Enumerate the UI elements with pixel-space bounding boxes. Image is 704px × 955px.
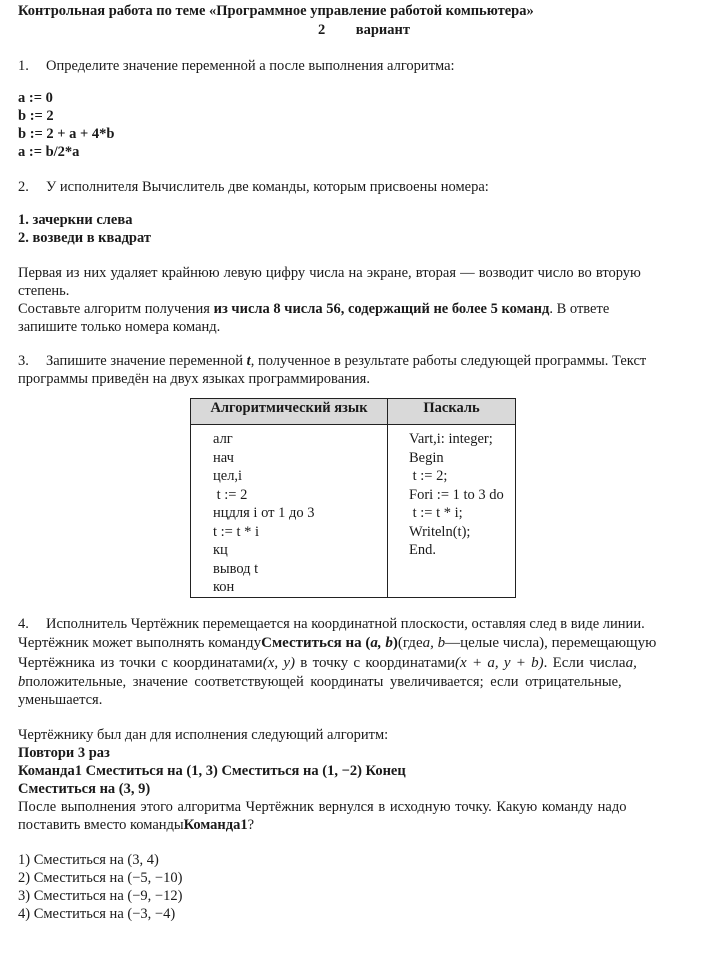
code-line: нцдля i от 1 до 3	[213, 505, 315, 521]
q4-command: Команда1	[183, 817, 248, 833]
q1-code-line: b := 2	[18, 108, 54, 124]
q4-text: положительные, значение соответствующей координаты увеличивается; если отрицательные,	[25, 674, 622, 690]
question-3-text: Запишите значение переменной	[46, 353, 247, 369]
q4-text: в точку с координатами	[300, 655, 456, 671]
q4-coords: (x, y)	[262, 655, 296, 671]
q1-code-line: a := 0	[18, 90, 53, 106]
q4-text: ?	[247, 817, 255, 833]
code-line: Vart,i: integer;	[409, 431, 493, 447]
question-4	[18, 615, 704, 633]
q4-command-args: a, b	[370, 635, 393, 651]
question-3-number: 3.	[18, 353, 29, 369]
question-3	[18, 352, 646, 370]
header-algorithmic: Алгоритмический язык	[191, 399, 388, 425]
question-4-number: 4.	[18, 616, 29, 632]
table-header-row	[191, 399, 516, 425]
q4-line	[18, 673, 704, 691]
answer-option: 2) Сместиться на (−5, −10)	[18, 870, 183, 886]
q4-line	[18, 634, 704, 652]
question-3-line2: программы приведён на двух языках программирования.	[18, 371, 370, 387]
code-line: t := t * i;	[409, 505, 463, 521]
question-2-number: 2.	[18, 179, 29, 195]
q4-text: поставить вместо команды	[18, 817, 184, 833]
code-line: вывод t	[213, 560, 259, 577]
q2-task-text: . В ответе	[549, 301, 610, 317]
code-line: Fori := 1 to 3 do	[409, 486, 504, 503]
answer-option: 3) Сместиться на (−9, −12)	[18, 888, 183, 904]
q4-algorithm-line: Сместиться на (3, 9)	[18, 781, 151, 797]
q4-text: —целые числа), перемещающую	[445, 635, 657, 651]
q2-task-bold: из числа 8 числа 56, содержащий не более 5 команд	[213, 301, 550, 317]
q4-line	[18, 654, 704, 672]
q2-command: 1. зачеркни слева	[18, 212, 133, 228]
question-2-text: У исполнителя Вычислитель две команды, которым присвоены номера:	[46, 179, 489, 195]
pascal-code	[388, 425, 516, 598]
q4-ask	[18, 816, 254, 834]
q4-text: Чертёжник может выполнять команду	[18, 635, 262, 651]
code-line: Writeln(t);	[409, 523, 471, 540]
q4-args: a, b	[422, 635, 446, 651]
answer-option: 4) Сместиться на (−3, −4)	[18, 906, 176, 922]
code-line: t := t * i	[213, 523, 260, 540]
q4-coords: (x + a, y + b)	[455, 655, 544, 671]
question-1	[18, 57, 455, 75]
q1-code-line: a := b/2*a	[18, 144, 80, 160]
question-3-text: , полученное в результате работы следующей программы. Текст	[250, 353, 647, 369]
code-line: кон	[213, 579, 235, 595]
q4-given: Чертёжнику был дан для исполнения следующий алгоритм:	[18, 727, 389, 743]
program-table	[190, 398, 516, 598]
question-1-number: 1.	[18, 58, 29, 74]
q2-task-text: Составьте алгоритм получения	[18, 301, 214, 317]
algorithmic-code	[191, 425, 388, 598]
q4-algorithm-line: Повтори 3 раз	[18, 745, 110, 761]
code-line: алг	[213, 431, 233, 447]
page-title: Контрольная работа по теме «Программное управление работой компьютера»	[18, 3, 534, 19]
q1-code-line: b := 2 + a + 4*b	[18, 126, 115, 142]
code-line: Begin	[409, 449, 444, 466]
q2-command: 2. возведи в квадрат	[18, 230, 151, 246]
table-body-row	[191, 425, 516, 598]
q2-task-line: запишите только номера команд.	[18, 319, 221, 335]
answer-option: 1) Сместиться на (3, 4)	[18, 852, 159, 868]
q4-args: b	[18, 674, 26, 690]
q4-line: уменьшается.	[18, 692, 103, 708]
q4-command: )	[392, 635, 398, 651]
q2-paragraph-line: степень.	[18, 283, 70, 299]
code-line: нач	[213, 449, 234, 466]
code-line: кц	[213, 542, 228, 558]
variant-number: 2	[318, 22, 326, 38]
q2-task	[18, 300, 704, 318]
variant-heading	[318, 21, 410, 39]
code-line: End.	[409, 542, 436, 558]
code-line: цел,i	[213, 468, 243, 484]
code-line: t := 2	[213, 486, 248, 503]
q4-ask: После выполнения этого алгоритма Чертёжник вернулся в исходную точку. Какую команду надо	[18, 799, 627, 815]
variant-label: вариант	[355, 22, 410, 38]
question-1-text: Определите значение переменной a после выполнения алгоритма:	[46, 58, 455, 74]
q4-text: Чертёжника из точки с координатами	[18, 655, 263, 671]
q4-text: (где	[397, 635, 423, 651]
code-line: t := 2;	[409, 468, 448, 484]
question-2	[18, 178, 489, 196]
question-4-text: Исполнитель Чертёжник перемещается на координатной плоскости, оставляя след в виде линии.	[46, 616, 645, 632]
q2-paragraph-line: Первая из них удаляет крайнюю левую цифру числа на экране, вторая — возводит число во вторую	[18, 265, 641, 281]
header-pascal: Паскаль	[388, 399, 516, 425]
question-3-variable: t	[246, 353, 251, 369]
q4-algorithm-line: Команда1 Сместиться на (1, 3) Сместиться на (1, −2) Конец	[18, 763, 406, 779]
q4-text: . Если числа	[543, 655, 626, 671]
q4-command: Сместиться на (	[261, 635, 371, 651]
q4-args: a,	[625, 655, 637, 671]
